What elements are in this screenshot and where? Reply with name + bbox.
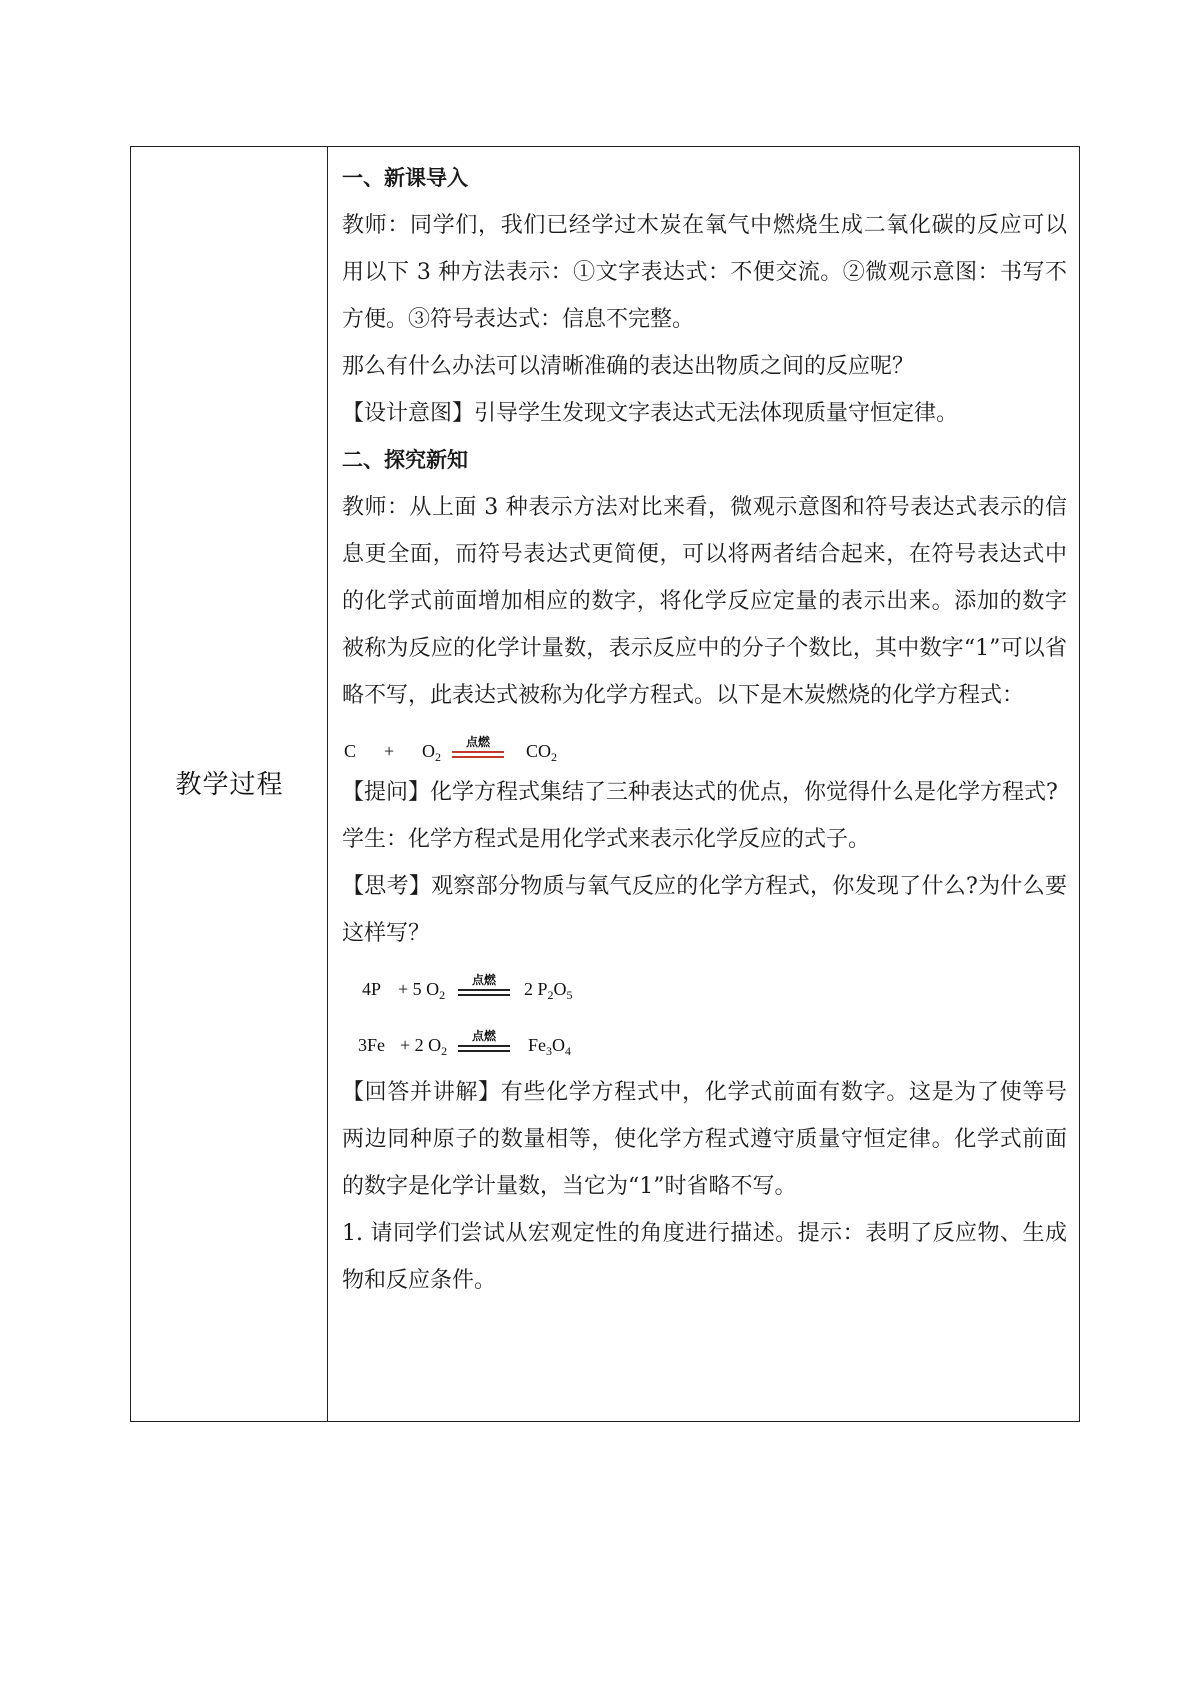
equation-iron-combustion (342, 1013, 1067, 1069)
paragraph-answer-explain: 【回答并讲解】有些化学方程式中，化学式前面有数字。这是为了使等号两边同种原子的数量相等，使化学方程式遵守质量守恒定律。化学式前面的数字是化学计量数，当它为“1”时省略不写。 (342, 1080, 1067, 1199)
eq2-reactant-p: 4P (362, 979, 382, 999)
paragraph-task-1: 1. 请同学们尝试从宏观定性的角度进行描述。提示：表明了反应物、生成物和反应条件。 (342, 1221, 1067, 1293)
content-cell (329, 147, 1079, 1421)
eq1-product-co2: $CO_2$ (526, 741, 558, 764)
eq1-arrow-line-top (452, 751, 504, 753)
eq2-reactant-o2: + 5 $O_2$ (398, 979, 446, 1002)
eq1-condition-label: 点燃 (465, 735, 490, 749)
lesson-table (130, 146, 1080, 1422)
eq3-arrow-line-top (458, 1045, 510, 1047)
paragraph-question: 那么有什么办法可以清晰准确的表达出物质之间的反应呢？ (342, 354, 915, 379)
eq3-product-fe3o4: $Fe_3O_4$ (528, 1035, 571, 1058)
paragraph-think: 【思考】观察部分物质与氧气反应的化学方程式，你发现了什么?为什么要这样写？ (342, 874, 1067, 946)
eq1-reactant-o2: $O_2$ (422, 741, 441, 764)
eq2-product-p2o5: 2 $P_2O_5$ (524, 979, 573, 1002)
eq2-arrow-line-top (458, 989, 510, 991)
eq3-arrow-line-bottom (458, 1050, 510, 1052)
paragraph-student-answer: 学生：化学方程式是用化学式来表示化学反应的式子。 (342, 827, 871, 852)
eq3-arrow (458, 1029, 510, 1052)
side-label-cell (131, 147, 328, 1421)
eq2-condition-label: 点燃 (471, 973, 496, 987)
eq2-arrow (458, 973, 510, 996)
section-heading-intro: 一、新课导入 (342, 166, 468, 190)
equation-phosphorus-combustion (342, 957, 1067, 1013)
eq3-condition-label: 点燃 (471, 1029, 496, 1043)
side-label: 教学过程 (175, 770, 284, 800)
paragraph-teacher-intro: 教师：同学们，我们已经学过木炭在氧气中燃烧生成二氧化碳的反应可以用以下 3 种方法表示：①文字表达式：不便交流。②微观示意图：书写不方便。③符号表达式：信息不完整。 (342, 213, 1067, 332)
eq3-reactant-fe: 3Fe (358, 1035, 385, 1055)
eq3-reactant-o2: + 2 $O_2$ (400, 1035, 448, 1058)
section-heading-explore: 二、探究新知 (342, 448, 468, 472)
eq1-arrow (452, 735, 504, 758)
eq1-plus: + (384, 741, 395, 761)
eq1-arrow-line-bottom (452, 756, 504, 758)
paragraph-design-intent: 【设计意图】引导学生发现文字表达式无法体现质量守恒定律。 (342, 401, 959, 426)
equation-carbon-combustion (342, 719, 1067, 769)
eq2-arrow-line-bottom (458, 994, 510, 996)
paragraph-teacher-explain: 教师：从上面 3 种表示方法对比来看，微观示意图和符号表达式表示的信息更全面，而符号表达式更简便，可以将两者结合起来，在符号表达式中的化学式前面增加相应的数字，将化学反应定量的表示出来。添加的数字被称为反应的化学计量数，表示反应中的分子个数比，其中数字“1”可以省略不写，此表达式被称为化学方程式。以下是木炭燃烧的化学方程式： (342, 495, 1067, 708)
paragraph-ask: 【提问】化学方程式集结了三种表达式的优点，你觉得什么是化学方程式? (342, 780, 1058, 805)
eq1-reactant-c: C (344, 741, 357, 761)
